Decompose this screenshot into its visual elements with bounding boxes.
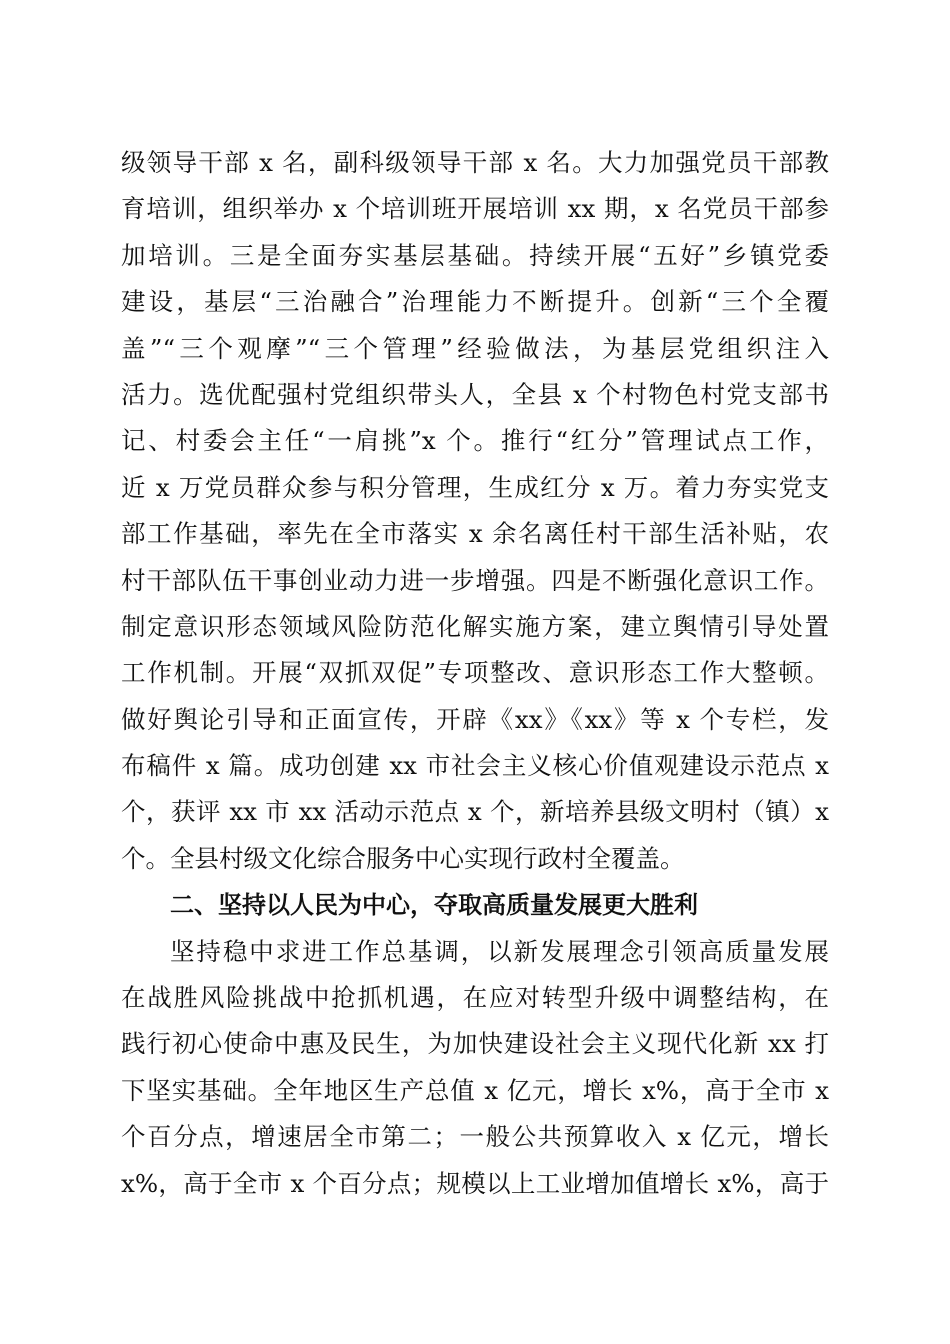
- text-line: 建设，基层“三治融合”治理能力不断提升。创新“三个全覆: [121, 287, 829, 317]
- text-line: 坚持稳中求进工作总基调，以新发展理念引领高质量发展: [170, 936, 829, 966]
- text-line: 布稿件 x 篇。成功创建 xx 市社会主义核心价值观建设示范点 x: [121, 751, 829, 781]
- text-line: 个，获评 xx 市 xx 活动示范点 x 个，新培养县级文明村（镇）x: [121, 797, 829, 827]
- text-line: 工作机制。开展“双抓双促”专项整改、意识形态工作大整顿。: [121, 658, 829, 688]
- text-line: 加培训。三是全面夯实基层基础。持续开展“五好”乡镇党委: [121, 240, 829, 270]
- text-line: 个百分点，增速居全市第二；一般公共预算收入 x 亿元，增长: [121, 1122, 829, 1152]
- text-line: 盖”“三个观摩”“三个管理”经验做法，为基层党组织注入: [121, 333, 829, 363]
- text-line: 做好舆论引导和正面宣传，开辟《xx》《xx》等 x 个专栏，发: [121, 704, 829, 734]
- text-line: 在战胜风险挑战中抢抓机遇，在应对转型升级中调整结构，在: [121, 983, 829, 1013]
- text-line: 下坚实基础。全年地区生产总值 x 亿元，增长 x%，高于全市 x: [121, 1075, 829, 1105]
- section-heading: 二、坚持以人民为中心，夺取高质量发展更大胜利: [170, 891, 698, 920]
- body-text: [121, 140, 829, 1207]
- text-line: 部工作基础，率先在全市落实 x 余名离任村干部生活补贴，农: [121, 519, 829, 549]
- text-line: 育培训，组织举办 x 个培训班开展培训 xx 期，x 名党员干部参: [121, 194, 829, 224]
- text-line: 级领导干部 x 名，副科级领导干部 x 名。大力加强党员干部教: [121, 148, 829, 177]
- text-line: 活力。选优配强村党组织带头人，全县 x 个村物色村党支部书: [121, 379, 829, 409]
- text-line: 个。全县村级文化综合服务中心实现行政村全覆盖。: [121, 843, 685, 873]
- text-line: 制定意识形态领域风险防范化解实施方案，建立舆情引导处置: [121, 611, 829, 641]
- text-line: x%，高于全市 x 个百分点；规模以上工业增加值增长 x%，高于: [121, 1168, 829, 1198]
- text-line: 践行初心使命中惠及民生，为加快建设社会主义现代化新 xx 打: [121, 1029, 829, 1059]
- text-line: 记、村委会主任“一肩挑”x 个。推行“红分”管理试点工作，: [121, 426, 829, 456]
- text-line: 村干部队伍干事创业动力进一步增强。四是不断强化意识工作。: [121, 565, 829, 595]
- text-line: 近 x 万党员群众参与积分管理，生成红分 x 万。着力夯实党支: [121, 472, 829, 502]
